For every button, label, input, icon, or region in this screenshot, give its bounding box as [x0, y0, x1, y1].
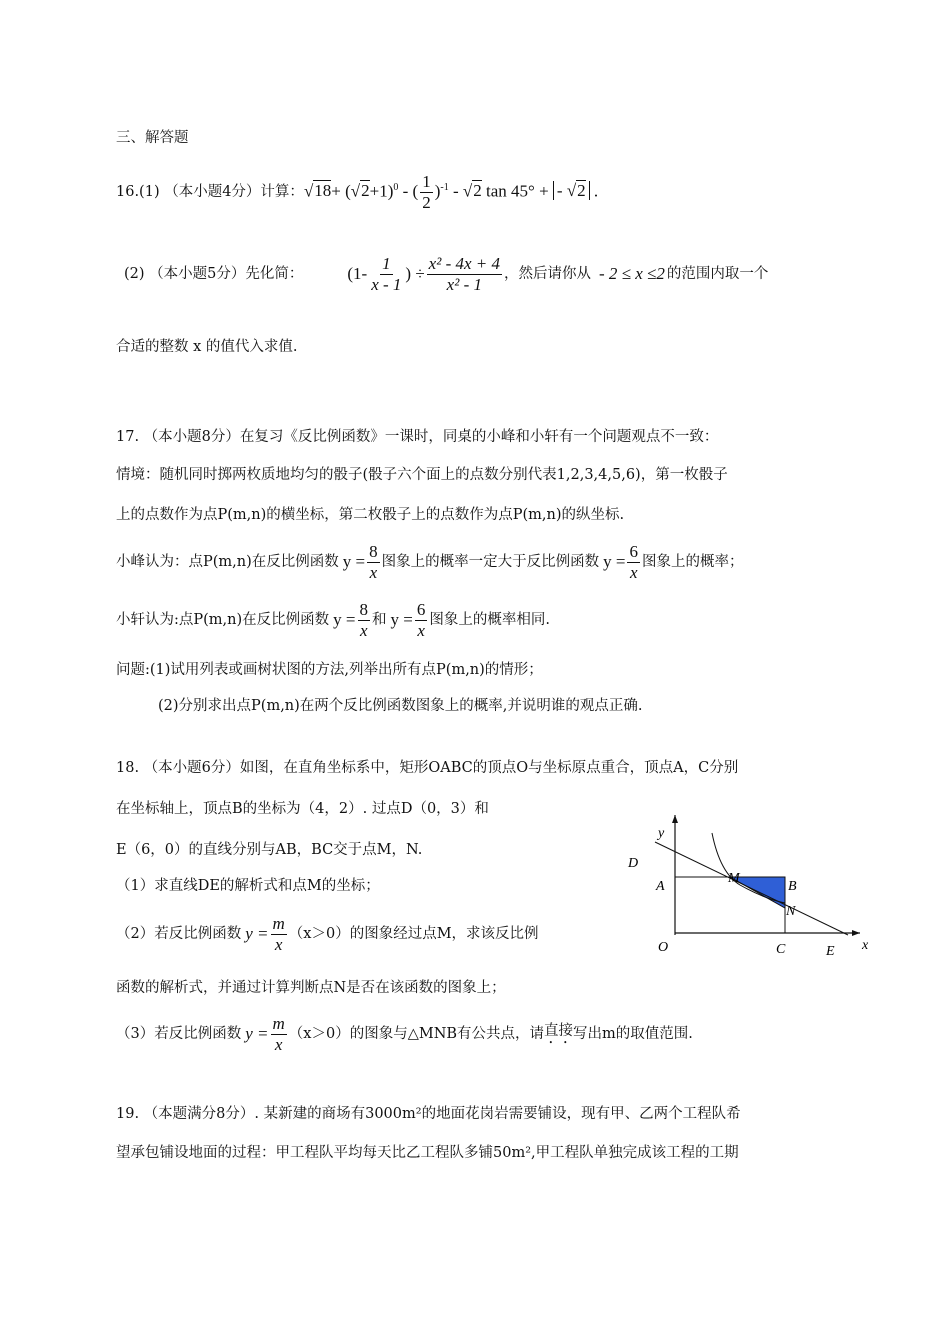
q16-part2-mid: ，然后请你从	[504, 266, 591, 282]
label-d: D	[628, 856, 639, 871]
q18-figure	[620, 815, 890, 965]
sqrt-2: 2	[361, 180, 370, 200]
y-equals: y =	[390, 610, 413, 629]
y-equals: y =	[245, 1024, 269, 1043]
q18-line2: 在坐标轴上，顶点B的坐标为（4，2）. 过点D（0，3）和	[116, 801, 489, 817]
q18-line3: E（6，0）的直线分别与AB，BC交于点M，N.	[116, 842, 423, 858]
label-b: B	[788, 879, 797, 894]
fraction-6-over-x: $\frac{6}{x}$	[629, 541, 638, 582]
line-de	[655, 842, 848, 935]
q16-part2-tail: 的范围内取一个	[666, 266, 769, 282]
q17-xuan-b: 和	[372, 612, 387, 628]
q18-sub2b: （x＞0）的图象经过点M，求该反比例	[288, 926, 539, 942]
y-equals: y =	[603, 552, 626, 571]
fraction-half: $\frac{1}{2}$	[422, 171, 431, 212]
q18-line1: 18. （本小题6分）如图，在直角坐标系中，矩形OABC的顶点O与坐标原点重合，顶点A，C分别	[116, 760, 739, 776]
abs-value: - √2	[553, 181, 590, 200]
label-x: x	[862, 938, 869, 953]
op: +1)	[369, 180, 394, 200]
x-axis-arrow-icon	[852, 930, 860, 936]
section-title: 三、解答题	[116, 130, 189, 146]
exp-zero: 0	[393, 181, 399, 193]
fraction-8-over-x: $\frac{8}{x}$	[369, 541, 378, 582]
exp-neg1: -1	[440, 181, 449, 193]
fraction-m-over-x: $\frac{m}{x}$	[272, 1013, 285, 1054]
fraction-quadratic: $\frac{\text{x² - 4x + 4}}{\text{x² - 1}}$	[428, 253, 500, 294]
q17-feng-a: 小峰认为：点P(m,n)在反比例函数	[116, 554, 339, 570]
q18-sub3b: （x＞0）的图象与△MNB有公共点，请	[288, 1026, 545, 1042]
tan45: tan 45°	[485, 180, 535, 200]
q18-sub2	[116, 912, 539, 956]
label-a: A	[656, 879, 665, 894]
label-y: y	[658, 826, 665, 841]
fraction-m-over-x: $\frac{m}{x}$	[272, 913, 285, 954]
q17-xuan	[116, 598, 550, 642]
label-e: E	[826, 944, 835, 959]
y-equals: y =	[333, 610, 356, 629]
q16-part2-prefix: (2) （本小题5分）先化简：	[124, 266, 304, 282]
label-n: N	[786, 904, 796, 919]
fraction-8-over-x: $\frac{8}{x}$	[359, 599, 368, 640]
q16-part1	[116, 172, 598, 212]
q18-emphasis: 直接	[544, 1023, 574, 1039]
q16-expression: $√18+ (√2+1)^0$ - ( $\frac{1}{2}$ )$^{-1}$ - √2 tan 45° + - √2 .	[303, 171, 599, 212]
op: - (	[398, 180, 419, 200]
q17-line1: 17. （本小题8分）在复习《反比例函数》一课时，同桌的小峰和小轩有一个问题观点不一致：	[116, 429, 719, 445]
q17-question1: 问题:(1)试用列表或画树状图的方法,列举出所有点P(m,n)的情形；	[116, 662, 543, 678]
q16-part2	[124, 252, 768, 296]
op: + (	[331, 180, 351, 200]
y-equals: y =	[245, 924, 269, 943]
q16-part2-line2: 合适的整数 x 的值代入求值.	[116, 339, 298, 355]
fraction-1-over-x-1: $\frac{1}{x - 1}$	[371, 253, 402, 294]
y-axis-arrow-icon	[672, 815, 678, 823]
q19-line2: 望承包铺设地面的过程：甲工程队平均每天比乙工程队多铺50m²,甲工程队单独完成该工程的工期	[116, 1145, 739, 1161]
period: .	[593, 180, 599, 200]
q17-xuan-a: 小轩认为:点P(m,n)在反比例函数	[116, 612, 330, 628]
q16-range: - 2 ≤ x ≤2	[599, 264, 665, 283]
fraction-6-over-x: $\frac{6}{x}$	[416, 599, 426, 640]
sqrt-2b: 2	[473, 180, 482, 200]
q18-sub1: （1）求直线DE的解析式和点M的坐标；	[116, 878, 380, 894]
q19-line1: 19. （本题满分8分）. 某新建的商场有3000m²的地面花岗岩需要铺设，现有甲、乙两个工程队希	[116, 1106, 741, 1122]
q17-xuan-c: 图象上的概率相同.	[429, 612, 550, 628]
label-o: O	[658, 940, 669, 955]
y-equals: y =	[342, 552, 366, 571]
q17-feng	[116, 540, 743, 584]
op: +	[534, 180, 553, 200]
sqrt-18: 18	[314, 180, 332, 200]
q17-feng-b: 图象上的概率一定大于反比例函数	[381, 554, 600, 570]
label-c: C	[776, 942, 786, 957]
q18-sub3a: （3）若反比例函数	[116, 1026, 242, 1042]
q18-sub2c: 函数的解析式，并通过计算判断点N是否在该函数的图象上；	[116, 980, 506, 996]
q17-question2: (2)分别求出点P(m,n)在两个反比例函数图象上的概率,并说明谁的观点正确.	[158, 698, 643, 714]
label-m: M	[728, 871, 740, 886]
q17-line2: 情境：随机同时掷两枚质地均匀的骰子(骰子六个面上的点数分别代表1,2,3,4,5,6)，第一枚骰子	[116, 467, 728, 483]
q17-line3: 上的点数作为点P(m,n)的横坐标，第二枚骰子上的点数作为点P(m,n)的纵坐标.	[116, 507, 625, 523]
op: -	[448, 180, 463, 200]
q18-sub3d: 写出m的取值范围.	[573, 1026, 693, 1042]
q16-part1-prefix: 16.(1) （本小题4分）计算：	[116, 184, 304, 200]
q18-sub2a: （2）若反比例函数	[116, 926, 242, 942]
q16-simplify-expression: (1- $\frac{1}{x - 1}$ ) ÷ $\frac{\text{x² - 4x + 4}}{\text{x² - 1}}$	[347, 253, 500, 294]
q18-sub3	[116, 1012, 693, 1056]
q17-feng-c: 图象上的概率；	[641, 554, 744, 570]
